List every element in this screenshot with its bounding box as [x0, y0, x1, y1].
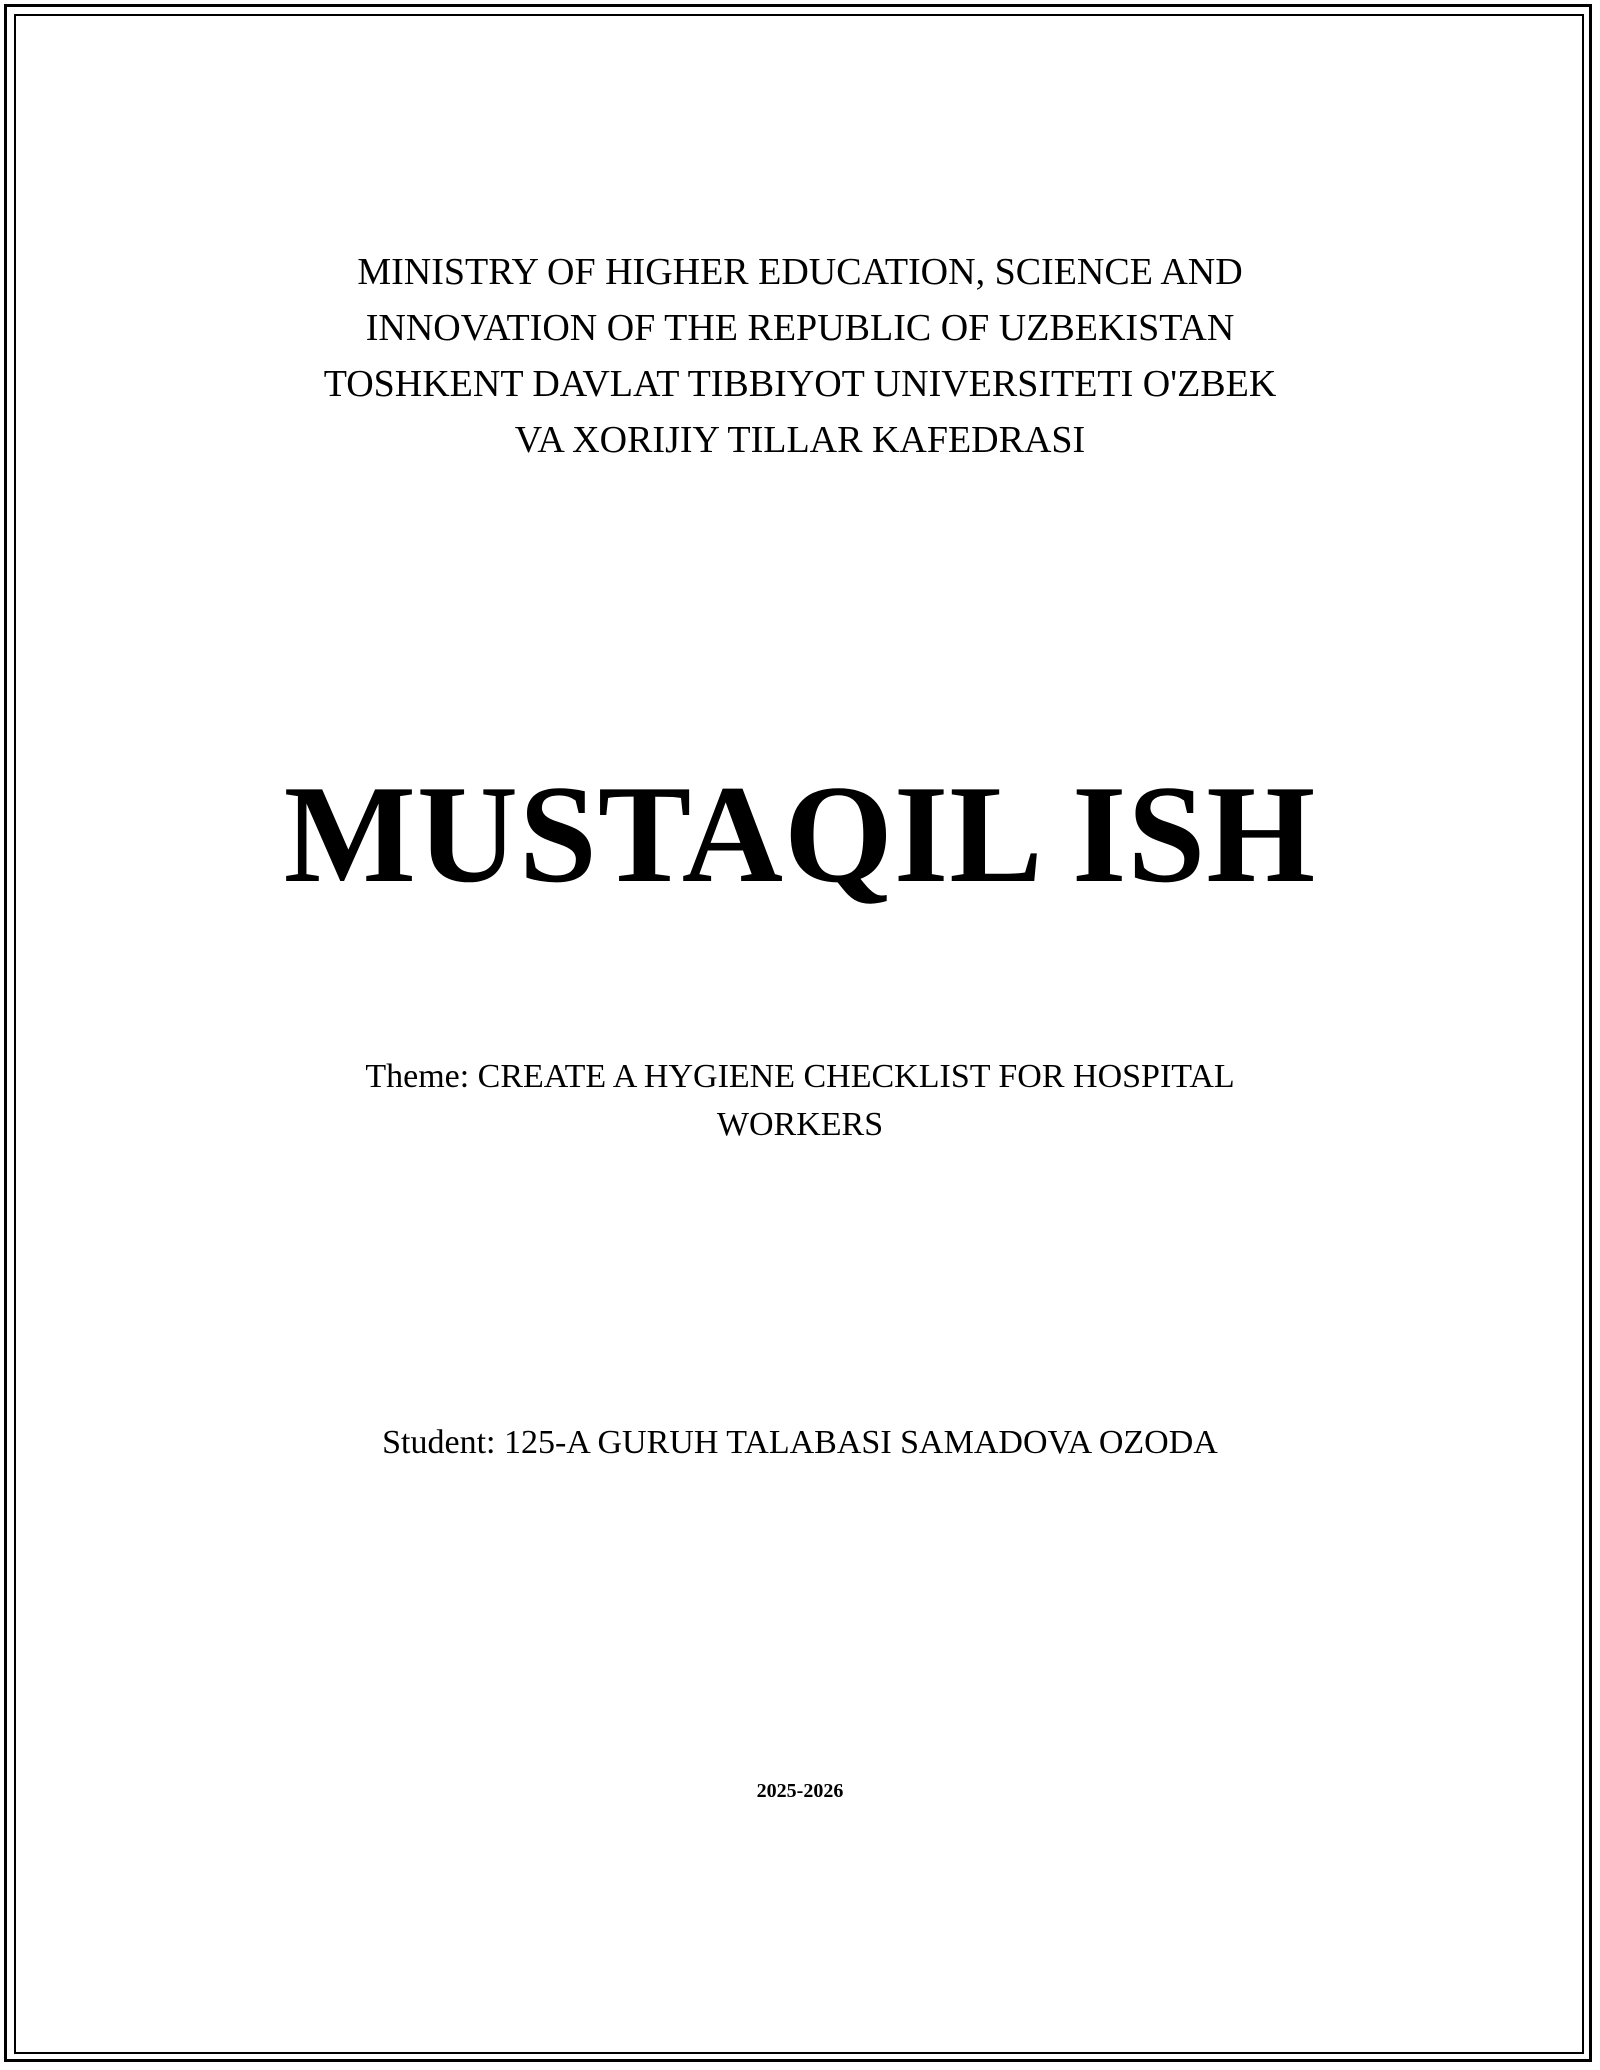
academic-year: 2025-2026: [756, 1780, 844, 1802]
theme-text: [0, 1053, 1600, 1149]
theme-line: WORKERS: [716, 1106, 884, 1143]
header-line: VA XORIJIY TILLAR KAFEDRASI: [514, 419, 1086, 461]
header-line: TOSHKENT DAVLAT TIBBIYOT UNIVERSITETI O'ZBEK: [323, 363, 1277, 405]
header-line: INNOVATION OF THE REPUBLIC OF UZBEKISTAN: [365, 307, 1235, 349]
theme-line: Theme: CREATE A HYGIENE CHECKLIST FOR HOSPITAL: [365, 1058, 1235, 1095]
header-line: MINISTRY OF HIGHER EDUCATION, SCIENCE AND: [357, 251, 1243, 293]
institution-header: [0, 244, 1600, 468]
document-title: MUSTAQIL ISH: [283, 757, 1317, 912]
student-info: Student: 125-A GURUH TALABASI SAMADOVA OZODA: [382, 1424, 1218, 1461]
